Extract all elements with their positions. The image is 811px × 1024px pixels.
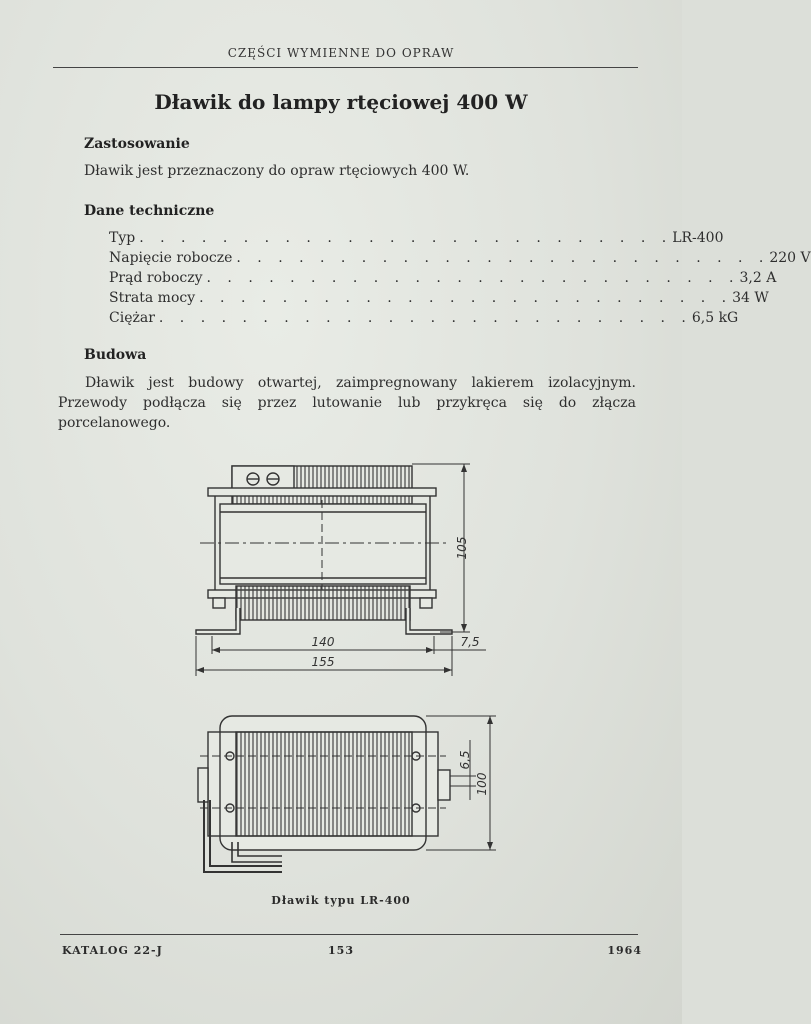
spec-value: LR-400	[672, 230, 724, 246]
leader-dots: . . . . . . . . . . . . . . . . . . . . . . . . . .	[199, 290, 733, 306]
spec-label: Prąd roboczy	[109, 270, 203, 286]
spec-value: 6,5 kG	[691, 310, 739, 326]
page-title: Dławik do lampy rtęciowej 400 W	[154, 90, 528, 114]
dim-terminal-label: 6,5	[458, 750, 472, 770]
spec-value: 220 V	[769, 250, 811, 266]
dim-height-label: 105	[455, 536, 469, 560]
top-view-winding	[236, 732, 412, 836]
figure-caption: Dławik typu LR-400	[271, 894, 411, 907]
dim-depth-label: 100	[475, 772, 489, 796]
spec-label: Napięcie robocze	[109, 250, 233, 266]
dim-inner-width-label: 140	[311, 635, 335, 649]
dim-offset-label: 7,5	[460, 635, 480, 649]
page-number: 153	[328, 944, 354, 957]
running-head: CZĘŚCI WYMIENNE DO OPRAW	[227, 46, 455, 60]
footer-year: 1964	[607, 944, 642, 957]
footer-catalog: KATALOG 22-J	[62, 944, 163, 957]
spec-value: 3,2 A	[739, 270, 777, 286]
footer-rule	[60, 934, 638, 935]
leader-dots: . . . . . . . . . . . . . . . . . . . . . . . . . .	[206, 270, 740, 286]
spec-label: Ciężar	[109, 310, 155, 326]
lower-coil-winding	[236, 586, 410, 620]
dim-total-width-label: 155	[311, 655, 335, 669]
leader-dots: . . . . . . . . . . . . . . . . . . . . . . . . . .	[139, 230, 673, 246]
spec-label: Strata mocy	[109, 290, 196, 306]
upper-clamp-bar	[208, 488, 436, 496]
usage-text: Dławik jest przeznaczony do opraw rtęciowych 400 W.	[84, 163, 470, 179]
right-mounting-foot	[406, 608, 452, 634]
left-mounting-foot	[196, 608, 240, 634]
leader-dots: . . . . . . . . . . . . . . . . . . . . . . . . . .	[236, 250, 770, 266]
spec-value: 34 W	[732, 290, 769, 306]
build-heading: Budowa	[84, 347, 147, 363]
tech-heading: Dane techniczne	[84, 203, 215, 219]
core-body	[220, 504, 426, 584]
leader-dots: . . . . . . . . . . . . . . . . . . . . . . . . . .	[158, 310, 692, 326]
build-text: Dławik jest budowy otwartej, zaimpregnowany lakierem izolacyjnym. Przewody podłącza się przez lutowanie lub przykręca się do złącza porcelanowego.	[58, 375, 636, 431]
spec-label: Typ	[109, 230, 136, 246]
usage-heading: Zastosowanie	[84, 136, 190, 152]
